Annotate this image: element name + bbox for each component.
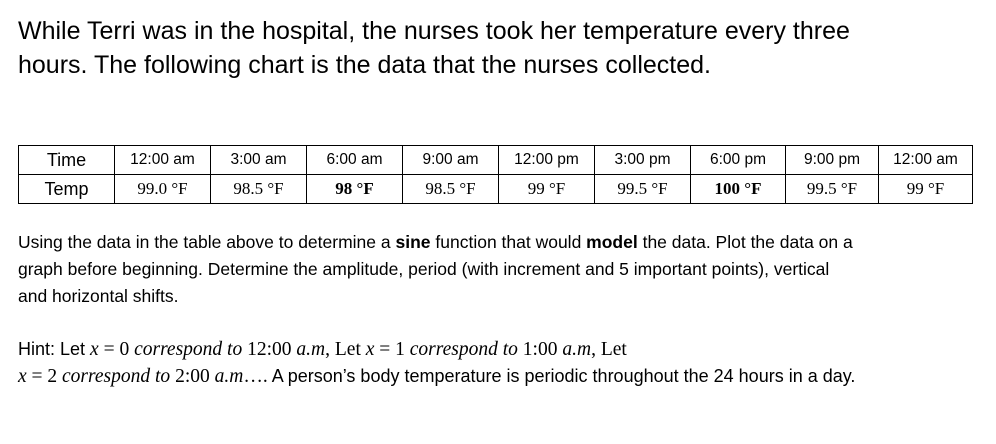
math-ampm: a.m — [562, 339, 592, 360]
math-ampm: a.m — [214, 366, 244, 387]
hint-tail: A person’s body temperature is periodic throughout the 24 hours in a day. — [267, 366, 856, 386]
intro-paragraph — [18, 14, 978, 82]
math-let: , Let — [591, 339, 627, 360]
temp-cell: 98.5 °F — [403, 175, 499, 204]
temp-cell: 99.5 °F — [786, 175, 879, 204]
math-text: correspond to — [134, 339, 243, 360]
temp-cell: 99 °F — [499, 175, 595, 204]
math-ampm: a.m — [296, 339, 326, 360]
math-equals: = 2 — [26, 366, 63, 387]
temp-cell-max: 100 °F — [691, 175, 786, 204]
hint-math — [18, 366, 268, 387]
hint-line-1 — [18, 336, 978, 363]
instructions-paragraph — [18, 229, 978, 310]
keyword-sine: sine — [395, 232, 431, 252]
time-cell: 6:00 am — [307, 146, 403, 175]
time-cell: 12:00 am — [879, 146, 973, 175]
temp-row — [19, 175, 973, 204]
temp-cell: 99 °F — [879, 175, 973, 204]
row-label-time: Time — [19, 146, 115, 175]
math-let: , Let — [325, 339, 366, 360]
temp-cell: 99.5 °F — [595, 175, 691, 204]
temperature-table — [18, 145, 973, 204]
hint-math — [90, 339, 627, 360]
intro-line-1: While Terri was in the hospital, the nurses took her temperature every three — [18, 17, 850, 45]
time-cell: 3:00 am — [211, 146, 307, 175]
time-cell: 3:00 pm — [595, 146, 691, 175]
instructions-text: function that would — [430, 232, 587, 252]
temp-cell: 99.0 °F — [115, 175, 211, 204]
hint-line-2 — [18, 363, 978, 390]
time-cell: 9:00 am — [403, 146, 499, 175]
math-ellipsis: …. — [243, 366, 268, 387]
keyword-model: model — [586, 232, 638, 252]
instructions-text: Using the data in the table above to determine a — [18, 232, 396, 252]
intro-line-2: hours. The following chart is the data that the nurses collected. — [18, 51, 711, 79]
math-equals: = 0 — [98, 339, 135, 360]
instructions-line-3: and horizontal shifts. — [18, 286, 179, 306]
hint-prefix: Hint: Let — [18, 339, 91, 359]
time-cell: 12:00 pm — [499, 146, 595, 175]
time-row — [19, 146, 973, 175]
time-cell: 6:00 pm — [691, 146, 786, 175]
math-time: 12:00 — [242, 339, 297, 360]
temp-cell: 98.5 °F — [211, 175, 307, 204]
instructions-line-1 — [18, 229, 978, 256]
math-text: correspond to — [62, 366, 171, 387]
time-cell: 12:00 am — [115, 146, 211, 175]
temp-cell-min: 98 °F — [307, 175, 403, 204]
row-label-temp: Temp — [19, 175, 115, 204]
math-var: x — [90, 339, 99, 360]
instructions-line-2: graph before beginning. Determine the amplitude, period (with increment and 5 important points), vertical — [18, 259, 830, 279]
time-cell: 9:00 pm — [786, 146, 879, 175]
math-time: 2:00 — [170, 366, 215, 387]
math-var: x — [18, 366, 27, 387]
math-var: x — [365, 339, 375, 360]
math-time: 1:00 — [517, 339, 563, 360]
math-text: correspond to — [409, 339, 518, 360]
instructions-text: the data. Plot the data on a — [637, 232, 853, 252]
hint-paragraph — [18, 336, 978, 390]
math-equals: = 1 — [374, 339, 410, 360]
